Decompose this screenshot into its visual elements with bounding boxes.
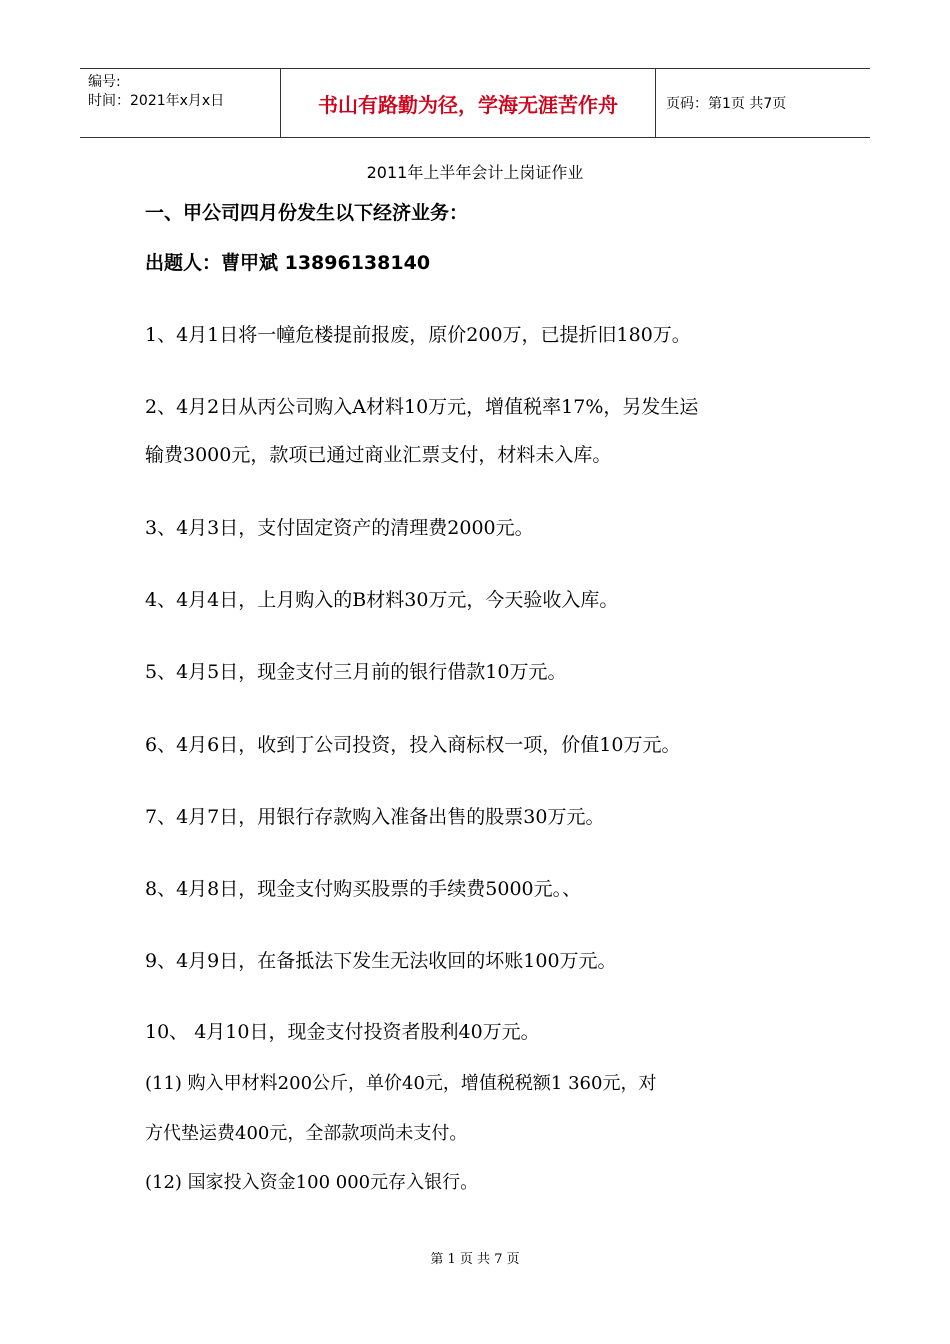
list-item: 8、4月8日，现金支付购买股票的手续费5000元。、 xyxy=(145,878,582,900)
header-motto: 书山有路勤为径，学海无涯苦作舟 xyxy=(280,69,656,137)
list-item: 5、4月5日，现金支付三月前的银行借款10万元。 xyxy=(145,661,567,683)
list-item: 3、4月3日，支付固定资产的清理费2000元。 xyxy=(145,517,534,539)
list-item: 2、4月2日从丙公司购入A材料10万元，增值税率17%，另发生运 xyxy=(145,396,699,418)
header-meta xyxy=(80,69,280,137)
list-item: (12) 国家投入资金100 000元存入银行。 xyxy=(145,1172,479,1193)
number-label: 编号: xyxy=(88,74,121,90)
author-line: 出题人：曹甲斌 13896138140 xyxy=(145,252,431,274)
document-title: 2011年上半年会计上岗证作业 xyxy=(366,163,584,182)
list-item: 4、4月4日，上月购入的B材料30万元，今天验收入库。 xyxy=(145,589,619,611)
time-label: 时间：2021年x月x日 xyxy=(88,93,225,109)
header-page-info: 页码：第1页 共7页 xyxy=(666,96,787,112)
list-item: 7、4月7日，用银行存款购入准备出售的股票30万元。 xyxy=(145,806,605,828)
list-item: 1、4月1日将一幢危楼提前报废，原价200万，已提折旧180万。 xyxy=(145,324,691,346)
list-item: 6、4月6日，收到丁公司投资，投入商标权一项，价值10万元。 xyxy=(145,734,681,756)
list-item: 10、 4月10日，现金支付投资者股利40万元。 xyxy=(145,1021,540,1043)
page-footer: 第 1 页 共 7 页 xyxy=(430,1252,520,1267)
document-header xyxy=(80,68,870,138)
list-item: (11) 购入甲材料200公斤，单价40元，增值税税额1 360元，对 xyxy=(145,1073,657,1094)
list-item: 方代垫运费400元，全部款项尚未支付。 xyxy=(145,1123,468,1144)
list-item: 输费3000元，款项已通过商业汇票支付，材料未入库。 xyxy=(145,444,612,466)
section-heading: 一、甲公司四月份发生以下经济业务： xyxy=(145,202,469,224)
list-item: 9、4月9日，在备抵法下发生无法收回的坏账100万元。 xyxy=(145,950,617,972)
